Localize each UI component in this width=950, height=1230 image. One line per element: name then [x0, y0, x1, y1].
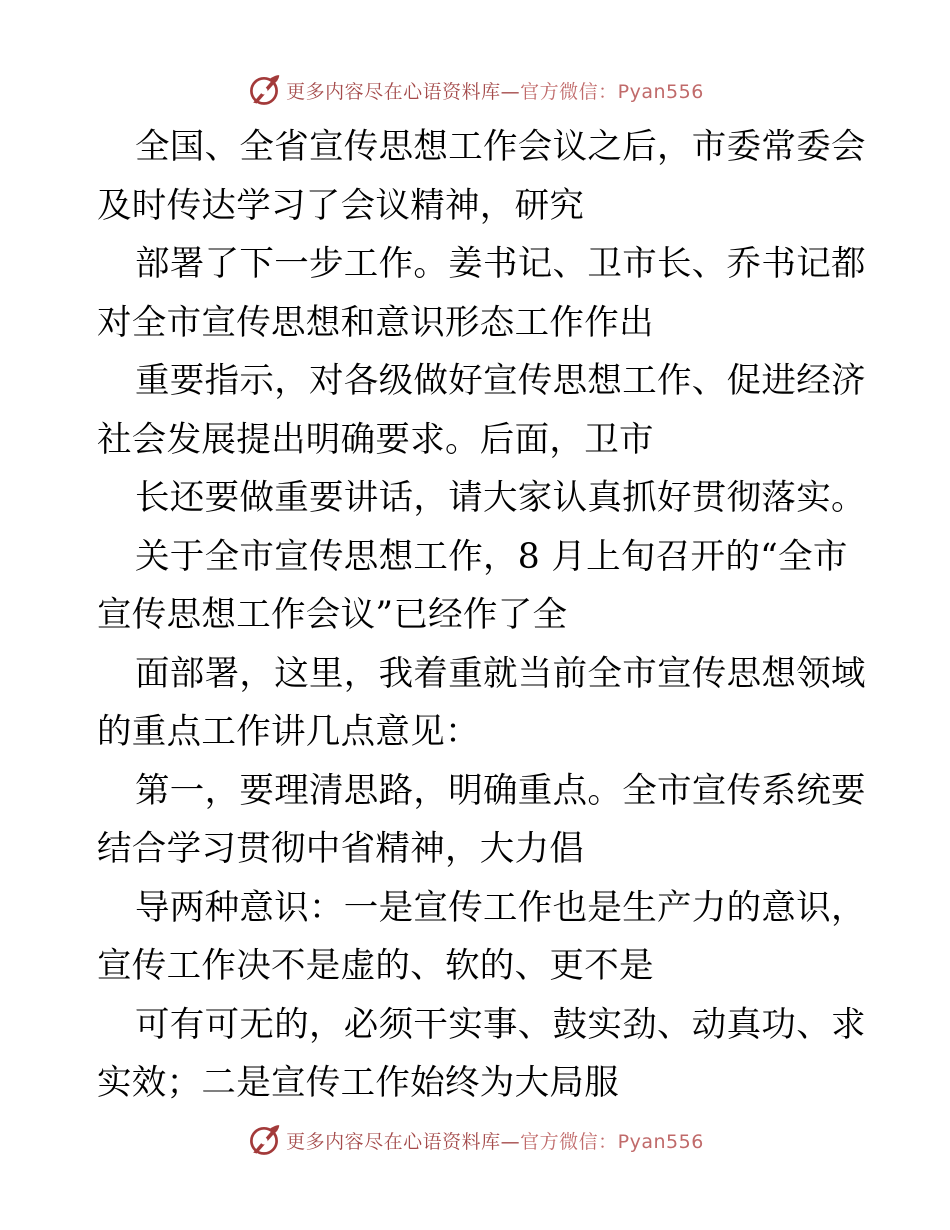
footer-banner-text	[286, 1127, 704, 1154]
text-line: 面部署，这里，我着重就当前全市宣传思想领域	[135, 653, 866, 694]
header-banner	[0, 68, 950, 112]
text-line: 关于全市宣传思想工作，8 月上旬召开的“全市	[135, 536, 848, 577]
text-line: 第一，要理清思路，明确重点。全市宣传系统要	[135, 770, 866, 811]
text-line: 全国、全省宣传思想工作会议之后，市委常委会	[135, 127, 866, 167]
header-banner-separator: —	[500, 80, 521, 103]
text-line: 实效；二是宣传工作始终为大局服	[97, 1063, 619, 1103]
footer-banner	[0, 1118, 950, 1162]
text-line: 宣传思想工作会议”已经作了全	[97, 595, 568, 635]
text-line: 的重点工作讲几点意见：	[97, 712, 480, 752]
header-banner-text	[286, 77, 704, 104]
text-line: 重要指示，对各级做好宣传思想工作、促进经济	[135, 361, 866, 401]
text-line: 宣传工作决不是虚的、软的、更不是	[97, 946, 654, 986]
footer-banner-content	[246, 1122, 704, 1158]
text-line: 长还要做重要讲话，请大家认真抓好贯彻落实。	[135, 478, 866, 518]
text-line: 部署了下一步工作。姜书记、卫市长、乔书记都	[135, 244, 866, 284]
header-banner-main: 更多内容尽在心语资料库	[286, 80, 501, 103]
text-line: 导两种意识：一是宣传工作也是生产力的意识，	[135, 887, 866, 928]
header-banner-content	[246, 72, 704, 108]
quill-pen-circle-icon	[246, 1122, 282, 1158]
text-line: 对全市宣传思想和意识形态工作作出	[97, 302, 654, 343]
text-line: 社会发展提出明确要求。后面，卫市	[97, 419, 654, 460]
header-banner-wechat: 官方微信：Pyan556	[520, 80, 704, 103]
text-line: 结合学习贯彻中省精神，大力倡	[97, 829, 585, 869]
footer-banner-wechat: 官方微信：Pyan556	[520, 1130, 704, 1153]
document-body	[97, 118, 866, 1113]
footer-banner-separator: —	[500, 1130, 521, 1153]
footer-banner-main: 更多内容尽在心语资料库	[286, 1130, 501, 1153]
text-line: 及时传达学习了会议精神，研究	[97, 185, 585, 226]
text-line: 可有可无的，必须干实事、鼓实劲、动真功、求	[135, 1004, 866, 1045]
quill-pen-circle-icon	[246, 72, 282, 108]
